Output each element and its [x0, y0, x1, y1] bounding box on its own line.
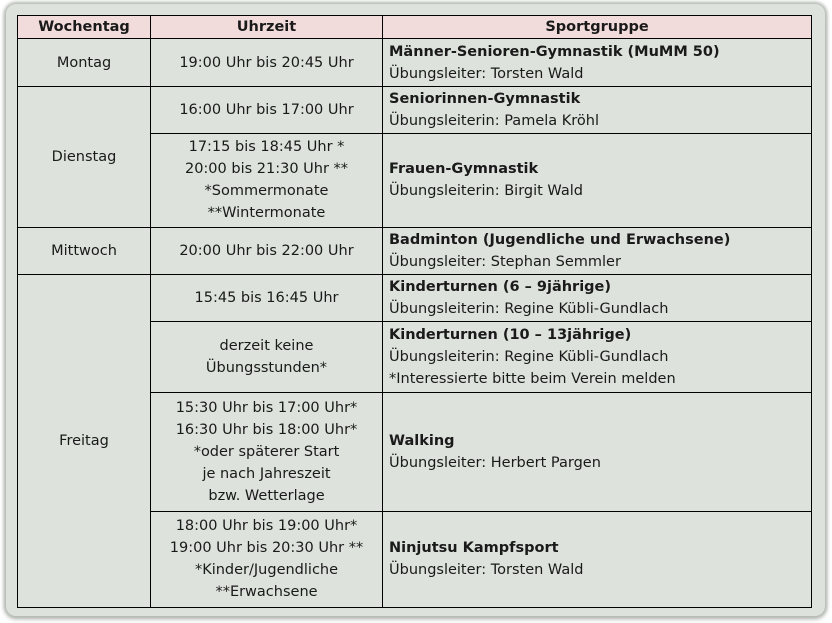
- time-line: 16:30 Uhr bis 18:00 Uhr*: [175, 422, 358, 439]
- group-cell: [383, 274, 812, 321]
- time-note: *Kinder/Jugendliche: [194, 562, 339, 579]
- time-cell: [151, 227, 383, 274]
- group-title: Badminton (Jugendliche und Erwachsene): [389, 231, 731, 248]
- group-cell: [383, 39, 812, 87]
- time-note: *oder späterer Start: [193, 444, 340, 461]
- group-line: Übungsleiterin: Pamela Kröhl: [389, 112, 600, 129]
- time-note: je nach Jahreszeit: [202, 466, 331, 483]
- time-cell: [151, 321, 383, 393]
- day-freitag: Freitag: [18, 274, 151, 607]
- time-line: Übungsstunden*: [205, 360, 328, 377]
- group-line: Übungsleiterin: Regine Kübli-Gundlach: [389, 349, 669, 366]
- day-mittwoch: Mittwoch: [18, 227, 151, 274]
- time-note: bzw. Wetterlage: [208, 488, 325, 505]
- day-dienstag: Dienstag: [18, 87, 151, 228]
- group-cell: [383, 87, 812, 134]
- time-cell: [151, 133, 383, 227]
- header-row: [18, 16, 812, 39]
- day-montag: Montag: [18, 39, 151, 87]
- time-cell: [151, 393, 383, 511]
- group-cell: [383, 321, 812, 393]
- table-row: [18, 39, 812, 87]
- group-note: *Interessierte bitte beim Verein melden: [389, 371, 676, 388]
- time-cell: [151, 511, 383, 607]
- time-line: 18:00 Uhr bis 19:00 Uhr*: [175, 518, 358, 535]
- time-line: 17:15 bis 18:45 Uhr *: [188, 139, 345, 156]
- group-cell: [383, 393, 812, 511]
- time-cell: [151, 274, 383, 321]
- group-title: Ninjutsu Kampfsport: [389, 540, 559, 557]
- header-wochentag: Wochentag: [18, 16, 151, 39]
- group-line: Übungsleiter: Torsten Wald: [389, 65, 584, 82]
- time-cell: [151, 87, 383, 134]
- group-line: Übungsleiterin: Birgit Wald: [389, 183, 583, 200]
- table-row: [18, 227, 812, 274]
- group-title: Walking: [389, 433, 455, 450]
- group-cell: [383, 511, 812, 607]
- time-line: 20:00 Uhr bis 22:00 Uhr: [179, 242, 354, 259]
- time-line: derzeit keine: [219, 338, 314, 355]
- group-line: Übungsleiterin: Regine Kübli-Gundlach: [389, 300, 669, 317]
- time-line: 19:00 Uhr bis 20:45 Uhr: [179, 54, 354, 71]
- header-uhrzeit: Uhrzeit: [151, 16, 383, 39]
- table-row: [18, 87, 812, 134]
- schedule-table: [17, 15, 812, 608]
- group-title: Kinderturnen (6 – 9jährige): [389, 278, 612, 295]
- table-row: [18, 274, 812, 321]
- time-note: **Wintermonate: [207, 205, 326, 222]
- group-title: Frauen-Gymnastik: [389, 161, 539, 178]
- group-line: Übungsleiter: Stephan Semmler: [389, 253, 621, 270]
- group-cell: [383, 227, 812, 274]
- time-line: 15:45 bis 16:45 Uhr: [194, 289, 339, 306]
- group-line: Übungsleiter: Herbert Pargen: [389, 455, 601, 472]
- group-title: Seniorinnen-Gymnastik: [389, 90, 581, 107]
- time-line: 16:00 Uhr bis 17:00 Uhr: [179, 101, 354, 118]
- header-sportgruppe: Sportgruppe: [383, 16, 812, 39]
- group-cell: [383, 133, 812, 227]
- group-title: Kinderturnen (10 – 13jährige): [389, 327, 632, 344]
- time-line: 20:00 bis 21:30 Uhr **: [184, 161, 349, 178]
- group-title: Männer-Senioren-Gymnastik (MuMM 50): [389, 43, 720, 60]
- time-cell: [151, 39, 383, 87]
- time-note: *Sommermonate: [204, 183, 329, 200]
- time-note: **Erwachsene: [215, 584, 318, 601]
- group-line: Übungsleiter: Torsten Wald: [389, 562, 584, 579]
- time-line: 15:30 Uhr bis 17:00 Uhr*: [175, 400, 358, 417]
- time-line: 19:00 Uhr bis 20:30 Uhr **: [169, 540, 364, 557]
